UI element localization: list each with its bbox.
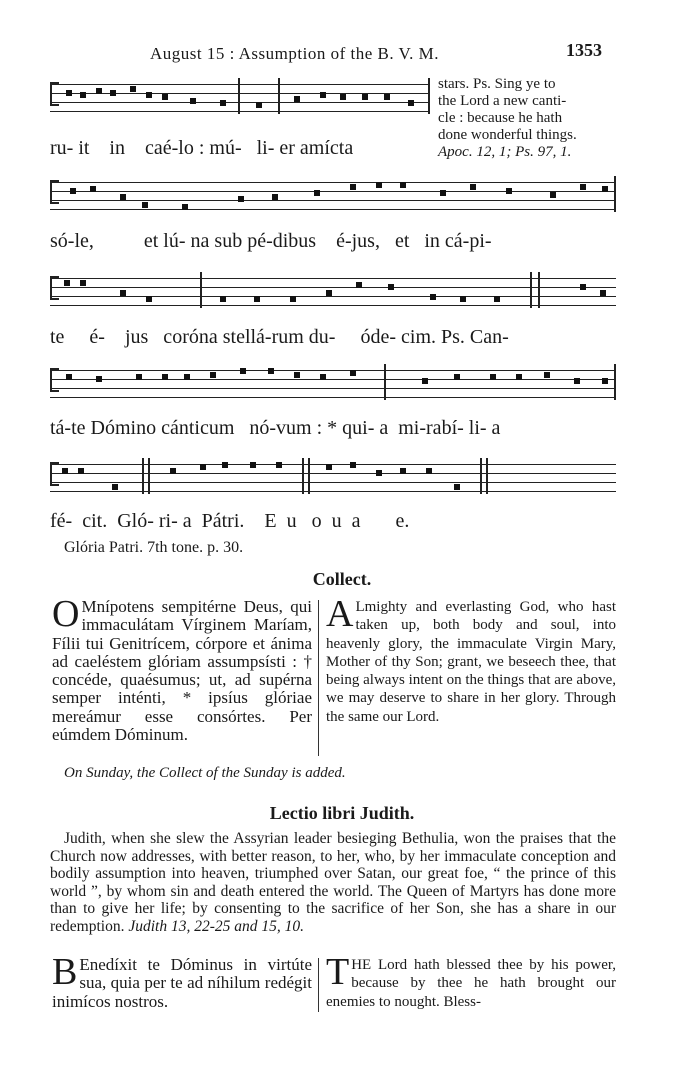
column-divider [318, 958, 319, 1012]
lectio-latin-dropcap: B [52, 951, 78, 993]
chant-staff-1 [50, 78, 430, 114]
collect-latin-dropcap: O [52, 593, 80, 635]
chant-staff-4 [50, 364, 616, 400]
lectio-intro-text: Judith, when she slew the Assyrian leader besieging Bethulia, won the praises that the Church now addresses, with better reason, to her, who, by her immaculate conception and bodily assumption into heaven, triumphed over Satan, our great foe, “ the prince of this world ”, by whom sin and death entered the world. The Queen of Martyrs has done more than to give her life; by consenting to the sacrifice of her Son, she has a share in our redemption. [50, 830, 616, 935]
lectio-latin-text: Enedíxit te Dóminus in virtúte sua, quia per te ad níhilum redégit inimícos nostros. [52, 955, 312, 1011]
lectio-english-dropcap: T [326, 951, 350, 993]
chant-lyrics-3: te é- jus coróna stellá-rum du- óde- cim. Ps. Can- [50, 326, 509, 348]
collect-english-dropcap: A [326, 593, 354, 635]
lectio-heading: Lectio libri Judith. [269, 803, 415, 823]
chant-staff-3 [50, 272, 616, 308]
rubric-line: done wonderful things. [438, 127, 577, 143]
collect-heading: Collect. [312, 569, 372, 589]
collect-english-text: Lmighty and everlasting God, who hast taken up, both body and soul, into heavenly glory, the immaculate Virgin Mary, Mother of thy Son; grant, we beseech thee, that being always intent on the things that are above, we may deserve to share in her glory. Through the same our Lord. [326, 599, 616, 725]
lectio-citation: Judith 13, 22-25 and 15, 10. [128, 917, 304, 935]
collect-english [326, 593, 616, 726]
collect-latin [52, 593, 312, 745]
lectio-english [326, 951, 616, 1011]
rubric-line: the Lord a new canti- [438, 93, 567, 109]
chant-lyrics-5: fé- cit. Gló- ri- a Pátri. E u o u a e. [50, 510, 410, 532]
column-divider [318, 600, 319, 756]
gloria-patri-note: Glória Patri. 7th tone. p. 30. [64, 539, 244, 556]
chant-staff-5 [50, 458, 616, 494]
chant-lyrics-1: ru- it in caé-lo : mú- li- er amícta [50, 137, 354, 159]
lectio-english-text: HE Lord hath blessed thee by his power, because by thee he hath brought our enemies to nought. Bless- [326, 957, 616, 1010]
lectio-intro [50, 830, 616, 936]
collect-latin-text: Mnípotens sempitérne Deus, qui immaculátam Vírginem Maríam, Fílii tui Genitrícem, córpore et ánima ad caeléstem glóriam assumpsísti : † concéde, quaésumus; ut, ad supérna semper inténti, * ipsíus glóriae mereámur esse consórtes. Per eúmdem Dóminum. [52, 597, 312, 745]
rubric-line: cle : because he hath [438, 110, 563, 126]
chant-staff-2 [50, 176, 616, 212]
sunday-note: On Sunday, the Collect of the Sunday is added. [64, 765, 346, 781]
chant-rubric [438, 76, 618, 161]
rubric-citation: Apoc. 12, 1; Ps. 97, 1. [438, 144, 572, 160]
running-head: August 15 : Assumption of the B. V. M. [150, 44, 439, 63]
page-number: 1353 [566, 40, 602, 60]
lectio-latin [52, 951, 312, 1011]
chant-lyrics-4: tá-te Dómino cánticum nó-vum : * qui- a mi-rabí- li- a [50, 417, 501, 439]
rubric-line: stars. Ps. Sing ye to [438, 76, 556, 92]
chant-lyrics-2: só-le, et lú- na sub pé-dibus é-jus, et in cá-pi- [50, 230, 492, 252]
